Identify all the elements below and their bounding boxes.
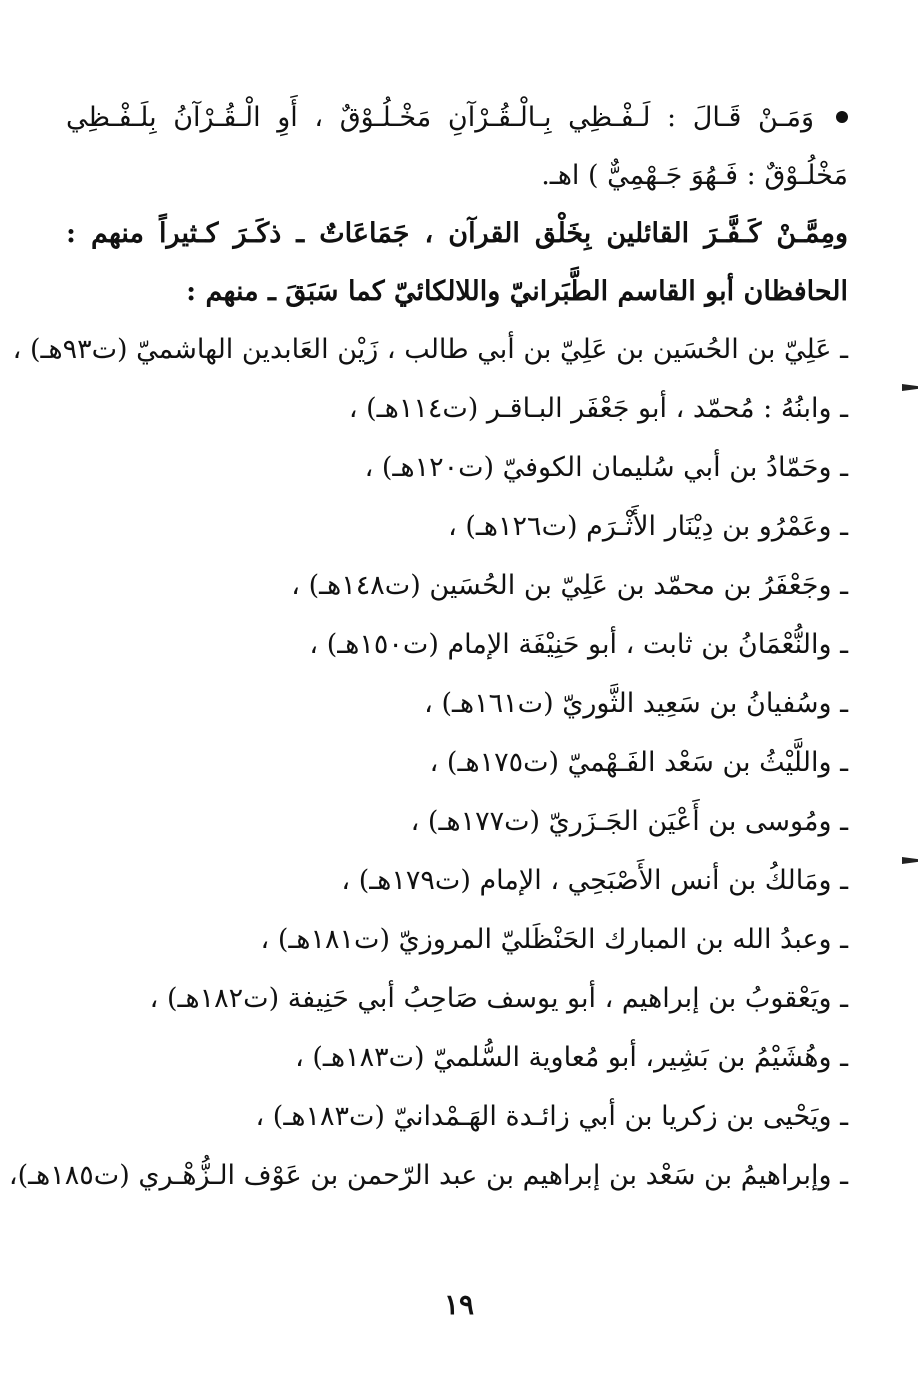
list-item: ـ واللَّيْثُ بن سَعْد الفَـهْميّ (ت١٧٥هـ) ، xyxy=(429,747,848,778)
heading-line-1: ومِمَّـنْ كَـفَّـرَ القائلين بِخَلْق القرآن ، جَمَاعَاتٌ ـ ذكَـرَ كـثيراً منهم : xyxy=(66,218,848,249)
list-item: ـ وهُشَيْمُ بن بَشِير، أبو مُعاوية السُّلميّ (ت١٨٣هـ) ، xyxy=(295,1042,848,1073)
list-item: ـ وابنُهُ : مُحمّد ، أبو جَعْفَر البـاقـر (ت١١٤هـ) ، xyxy=(348,393,848,424)
list-item: ـ وعبدُ الله بن المبارك الحَنْظَليّ المروزيّ (ت١٨١هـ) ، xyxy=(260,924,848,955)
list-item: ـ عَلِيّ بن الحُسَين بن عَلِيّ بن أبي طالب ، زَيْن العَابدين الهاشميّ (ت٩٣هـ) ، xyxy=(12,334,848,365)
bullet-icon xyxy=(836,111,848,123)
intro-text-1: وَمَـنْ قَـالَ : لَـفْـظِي بِـالْـقُـرْآنِ مَخْـلُـوْقٌ ، أَوِ الْـقُـرْآنُ بِلَـفْـظِي xyxy=(66,102,814,133)
list-item: ـ والنُّعْمَانُ بن ثابت ، أبو حَنِيْفَة الإمام (ت١٥٠هـ) ، xyxy=(309,629,848,660)
list-item: ـ ومُوسى بن أَعْيَن الجَـزَريّ (ت١٧٧هـ) ، xyxy=(410,806,848,837)
list-item: ـ وإبراهيمُ بن سَعْد بن إبراهيم بن عبد الرّحمن بن عَوْف الـزُّهْـري (ت١٨٥هـ)، xyxy=(8,1160,848,1191)
page-number: ١٩ xyxy=(443,1288,475,1321)
list-item: ـ وجَعْفَرُ بن محمّد بن عَلِيّ بن الحُسَين (ت١٤٨هـ) ، xyxy=(291,570,848,601)
intro-line-2: مَخْلُـوْقٌ : فَـهُوَ جَـهْمِيٌّ ) اهـ. xyxy=(541,160,848,191)
list-item: ـ وسُفيانُ بن سَعِيد الثَّوريّ (ت١٦١هـ) ، xyxy=(424,688,848,719)
list-item: ـ ومَالكُ بن أنس الأَصْبَحِي ، الإمام (ت١٧٩هـ) ، xyxy=(341,865,848,896)
list-item: ـ وحَمّادُ بن أبي سُليمان الكوفيّ (ت١٢٠هـ) ، xyxy=(364,452,848,483)
heading-line-2: الحافظان أبو القاسم الطَّبَرانيّ واللالكائيّ كما سَبَقَ ـ منهم : xyxy=(186,276,848,307)
list-item: ـ ويَعْقوبُ بن إبراهيم ، أبو يوسف صَاحِبُ أبي حَنِيفة (ت١٨٢هـ) ، xyxy=(149,983,848,1014)
intro-line-1 xyxy=(66,102,848,133)
margin-mark-icon xyxy=(902,857,918,864)
list-item: ـ وعَمْرُو بن دِيْنَار الأَثْـرَم (ت١٢٦هـ) ، xyxy=(448,511,848,542)
list-item: ـ ويَحْيى بن زكريا بن أبي زائـدة الهَـمْدانيّ (ت١٨٣هـ) ، xyxy=(255,1101,848,1132)
margin-mark-icon xyxy=(902,384,918,391)
